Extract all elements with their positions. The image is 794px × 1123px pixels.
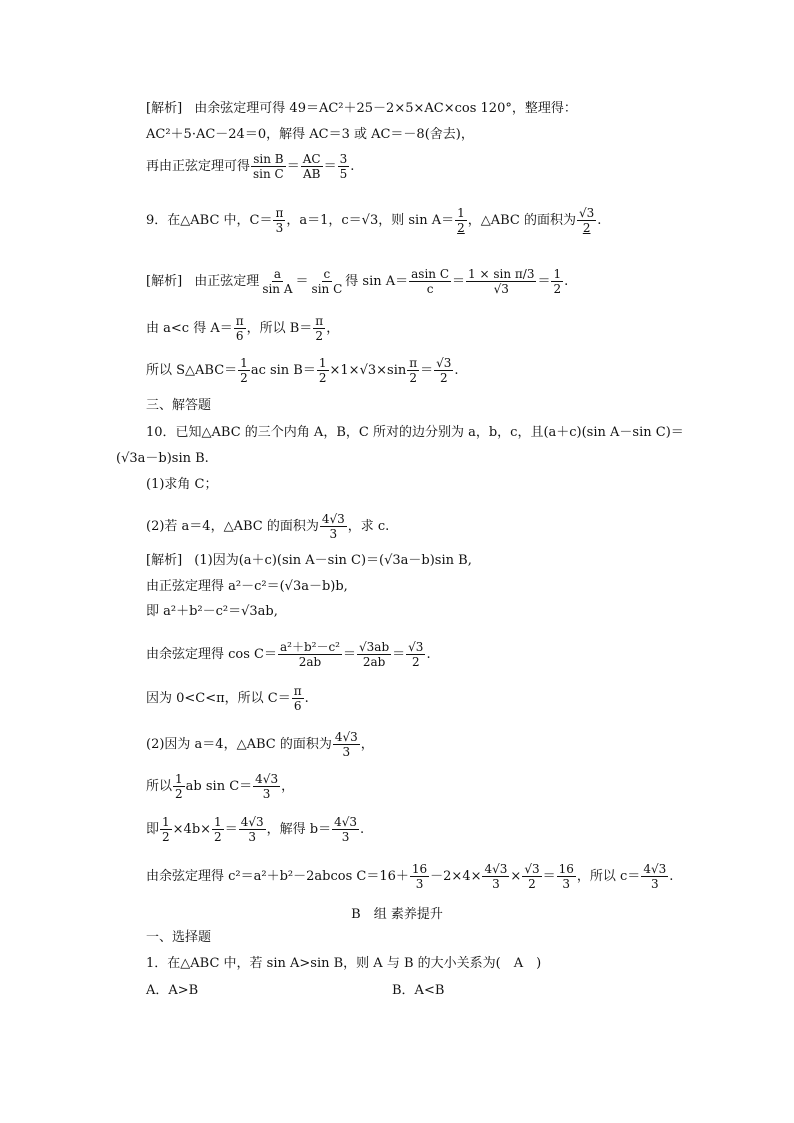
fraction: $\frac{\text{asin C}}{c}$ [411, 267, 450, 296]
fraction: $\frac{4√3}{3}$ [255, 772, 279, 801]
sol10-line7: 所以 $\frac{1}{2}$ ab sin C＝ $\frac{4√3}{3}$ ， [146, 772, 295, 801]
fraction: $\frac{4√3}{3}$ [334, 730, 358, 759]
sol10-line3: 即 a²＋b²－c²＝√3ab, [146, 604, 278, 619]
option-a: A．A>B [146, 983, 199, 998]
jiexi-tag: [解析] [146, 553, 183, 568]
fraction: $\frac{1}{2}$ [318, 356, 327, 385]
sec8-line3: 再由正弦定理可得 $\frac{\text{sin B}}{\text{sin C}}$ ＝ $\frac{AC}{AB}$ ＝ $\frac{3}{5}$ . [146, 152, 355, 181]
sol10-line9: 由余弦定理得 c²＝a²＋b²－2abcos C＝16＋ $\frac{16}{3}$ －2×4× $\frac{4√3}{3}$ × $\frac{√3}{2}$ ＝ $\frac{16}{3}$ ，所以 c＝ $\frac{4√3}{3}$ . [146, 862, 674, 891]
fraction: $\frac{√3ab}{2ab}$ [359, 640, 390, 669]
fraction: $\frac{4√3}{3}$ [484, 862, 508, 891]
jiexi-tag: [解析] [146, 274, 183, 289]
fraction: $\frac{√3}{2}$ [436, 356, 452, 385]
section-heading: 三、解答题 [146, 398, 212, 413]
fraction: $\frac{a}{\text{sin A}}$ [262, 267, 293, 296]
fraction: $\frac{3}{5}$ [339, 152, 348, 181]
sol9-line2: 由 a<c 得 A＝ $\frac{\pi}{6}$ ，所以 B＝ $\frac{\pi}{2}$ ， [146, 314, 340, 343]
fraction: $\frac{\text{sin B}}{\text{sin C}}$ [253, 152, 284, 181]
fraction: $\frac{\text{a²＋b²－c²}}{2ab}$ [280, 640, 340, 669]
fraction: $\frac{\text{1 × sin π/3}}{√3}$ [468, 267, 535, 296]
sol10-line8: 即 $\frac{1}{2}$ ×4b× $\frac{1}{2}$ ＝ $\frac{4√3}{3}$ ，解得 b＝ $\frac{4√3}{3}$ . [146, 815, 365, 844]
answer-blank: $\frac{√3}{2}$ [579, 206, 595, 235]
answer-blank: $\frac{1}{2}$ [457, 206, 465, 235]
fraction: $\frac{1}{2}$ [553, 267, 562, 296]
fraction: $\frac{1}{2}$ [162, 815, 170, 844]
fraction: $\frac{√3}{2}$ [524, 862, 540, 891]
fraction: $\frac{AC}{AB}$ [302, 152, 321, 181]
text: 再由正弦定理可得 [146, 159, 251, 174]
fraction: $\frac{c}{\text{sin C}}$ [311, 267, 343, 296]
sol10-line1: [解析] (1)因为(a＋c)(sin A－sin C)＝(√3a－b)sin B, [146, 553, 472, 568]
fraction: $\frac{4√3}{3}$ [321, 512, 345, 541]
fraction: $\frac{4√3}{3}$ [643, 862, 667, 891]
fraction: $\frac{4√3}{3}$ [334, 815, 358, 844]
option-b: B．A<B [392, 983, 445, 998]
fraction: $\frac{\pi}{6}$ [235, 314, 244, 343]
sol10-line4: 由余弦定理得 cos C＝ $\frac{\text{a²＋b²－c²}}{2ab}$ ＝ $\frac{√3ab}{2ab}$ ＝ $\frac{√3}{2}$ . [146, 640, 431, 669]
fraction: $\frac{\pi}{2}$ [315, 314, 324, 343]
fraction: $\frac{1}{2}$ [175, 772, 183, 801]
fraction: $\frac{\pi}{6}$ [293, 684, 302, 713]
sol9-line1: [解析] 由正弦定理 $\frac{a}{\text{sin A}}$ ＝ $\frac{c}{\text{sin C}}$ 得 sin A＝ $\frac{\text{asin C}}{c}$ ＝ $\frac{\text{1 × sin π/3}}{√3}$ ＝ $\frac{1}{2}$ . [146, 267, 569, 296]
question-1-stem: 1．在△ABC 中，若 sin A>sin B，则 A 与 B 的大小关系为( A ) [146, 956, 542, 971]
sol10-line5: 因为 0<C<π，所以 C＝ $\frac{\pi}{6}$ . [146, 684, 309, 713]
question-9: 9．在△ABC 中，C＝ $\frac{\pi}{3}$ ，a＝1，c＝√3，则 sin A＝ $\frac{1}{2}$ ，△ABC 的面积为 $\frac{√3}{2}$ . [146, 206, 602, 235]
sec8-line1 [146, 101, 577, 117]
sec8-line2 [146, 127, 474, 143]
jiexi-tag: [解析] [146, 101, 183, 116]
fraction: $\frac{16}{3}$ [411, 862, 428, 891]
group-heading: B 组 素养提升 [351, 907, 443, 922]
question-10-part2: (2)若 a＝4，△ABC 的面积为 $\frac{4√3}{3}$ ，求 c. [146, 512, 390, 541]
fraction: $\frac{√3}{2}$ [408, 640, 424, 669]
fraction: $\frac{1}{2}$ [214, 815, 222, 844]
text: 由余弦定理可得 49＝AC²＋25－2×5×AC×cos 120°，整理得： [194, 101, 577, 116]
question-10-line2: (√3a－b)sin B. [116, 451, 209, 466]
section-heading: 一、选择题 [146, 930, 212, 945]
question-10-line1: 10．已知△ABC 的三个内角 A，B，C 所对的边分别为 a，b，c，且(a＋c)(sin A－sin C)＝ [146, 425, 684, 440]
sol10-line2: 由正弦定理得 a²－c²＝(√3a－b)b, [146, 579, 348, 594]
fraction: $\frac{\pi}{3}$ [275, 206, 284, 235]
sol9-line3: 所以 S△ABC＝ $\frac{1}{2}$ ac sin B＝ $\frac{1}{2}$ ×1×√3×sin $\frac{\pi}{2}$ ＝ $\frac{√3}{2}$ . [146, 356, 459, 385]
question-10-part1: (1)求角 C； [146, 477, 218, 492]
fraction: $\frac{16}{3}$ [558, 862, 574, 891]
sol10-line6: (2)因为 a＝4，△ABC 的面积为 $\frac{4√3}{3}$ ， [146, 730, 374, 759]
text: AC²＋5·AC－24＝0，解得 AC＝3 或 AC＝－8(舍去)， [146, 127, 474, 142]
fraction: $\frac{4√3}{3}$ [240, 815, 264, 844]
fraction: $\frac{1}{2}$ [240, 356, 248, 385]
fraction: $\frac{\pi}{2}$ [409, 356, 418, 385]
